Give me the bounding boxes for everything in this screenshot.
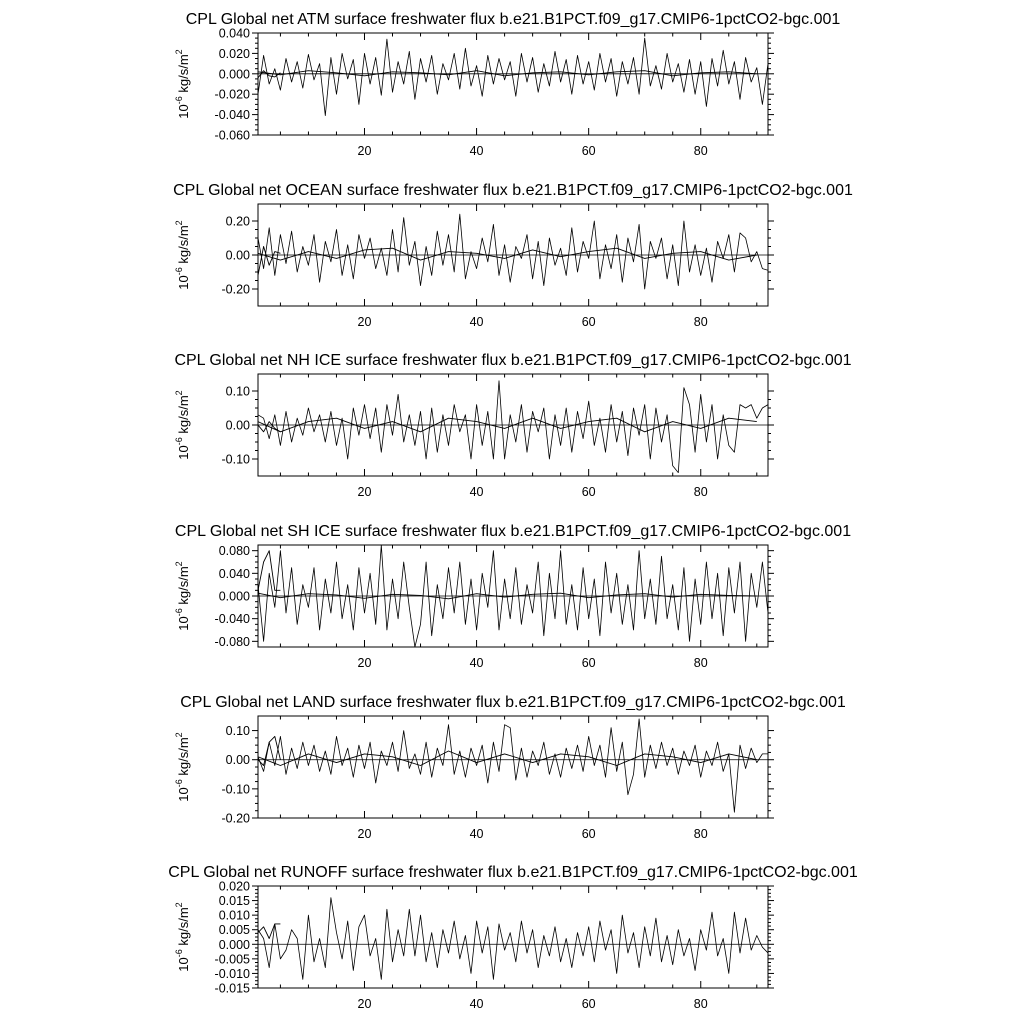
y-tick-label: 0.005 xyxy=(218,923,250,938)
y-axis-label-base: 10 xyxy=(176,787,191,802)
y-tick-label: 0.020 xyxy=(218,879,250,894)
y-tick-label: 0.015 xyxy=(218,894,250,909)
series-line-1 xyxy=(258,381,768,473)
x-tick-label: 80 xyxy=(693,315,708,329)
y-axis-label-exponent: -6 xyxy=(174,779,184,788)
chart-title: CPL Global net SH ICE surface freshwater flux b.e21.B1PCT.f09_g17.CMIP6-1pctCO2-bgc.001 xyxy=(174,523,852,540)
chart-title: CPL Global net ATM surface freshwater flux b.e21.B1PCT.f09_g17.CMIP6-1pctCO2-bgc.001 xyxy=(185,11,841,28)
chart-title: CPL Global net NH ICE surface freshwater flux b.e21.B1PCT.f09_g17.CMIP6-1pctCO2-bgc.001 xyxy=(174,352,852,369)
y-axis-label-unit: kg/s/m xyxy=(176,395,191,438)
x-tick-label: 60 xyxy=(581,315,596,329)
y-tick-label: -0.10 xyxy=(221,452,250,467)
y-axis-label-exponent: -6 xyxy=(174,437,184,446)
y-axis-label xyxy=(174,732,191,801)
y-tick-label: 0.10 xyxy=(225,384,250,399)
y-axis-label-unit: kg/s/m xyxy=(176,566,191,609)
y-tick-label: -0.040 xyxy=(214,108,250,123)
x-tick-label: 40 xyxy=(469,827,484,841)
x-tick-label: 60 xyxy=(581,827,596,841)
y-axis-label-unit-exponent: 2 xyxy=(174,561,184,567)
chart-panel-atm xyxy=(174,11,840,158)
chart-title: CPL Global net OCEAN surface freshwater flux b.e21.B1PCT.f09_g17.CMIP6-1pctCO2-bgc.001 xyxy=(173,182,853,199)
y-tick-label: -0.040 xyxy=(214,612,250,627)
y-tick-label: 0.000 xyxy=(218,67,250,82)
x-tick-label: 20 xyxy=(357,315,372,329)
chart-panel-shice xyxy=(174,523,851,670)
y-axis-label xyxy=(174,902,191,971)
x-tick-label: 20 xyxy=(357,144,372,158)
x-tick-label: 80 xyxy=(693,827,708,841)
x-tick-label: 40 xyxy=(469,144,484,158)
y-axis-label-base: 10 xyxy=(176,275,191,290)
y-axis-label xyxy=(174,49,191,118)
x-tick-label: 80 xyxy=(693,997,708,1011)
y-axis-label-base: 10 xyxy=(176,445,191,460)
x-tick-label: 60 xyxy=(581,656,596,670)
x-tick-label: 80 xyxy=(693,656,708,670)
x-tick-label: 40 xyxy=(469,997,484,1011)
x-tick-label: 20 xyxy=(357,485,372,499)
y-tick-label: 0.000 xyxy=(218,937,250,952)
y-tick-label: 0.040 xyxy=(218,26,250,41)
y-tick-label: 0.00 xyxy=(225,753,250,768)
y-axis-label-exponent: -6 xyxy=(174,608,184,617)
y-axis-label-base: 10 xyxy=(176,957,191,972)
y-tick-label: -0.10 xyxy=(221,782,250,797)
y-axis-label-unit-exponent: 2 xyxy=(174,902,184,908)
x-tick-label: 60 xyxy=(581,997,596,1011)
y-tick-label: -0.080 xyxy=(214,634,250,649)
chart-panel-runoff xyxy=(168,864,858,1011)
y-axis-label-exponent: -6 xyxy=(174,267,184,276)
y-tick-label: 0.010 xyxy=(218,908,250,923)
y-axis-label xyxy=(174,220,191,289)
y-tick-label: -0.010 xyxy=(214,966,250,981)
y-axis-label-unit: kg/s/m xyxy=(176,54,191,97)
y-axis-label-unit: kg/s/m xyxy=(176,737,191,780)
chart-title: CPL Global net LAND surface freshwater flux b.e21.B1PCT.f09_g17.CMIP6-1pctCO2-bgc.001 xyxy=(180,694,846,711)
y-axis-label-unit-exponent: 2 xyxy=(174,220,184,226)
series-line-1 xyxy=(258,38,768,116)
y-tick-label: 0.000 xyxy=(218,589,250,604)
y-tick-label: -0.20 xyxy=(221,282,250,297)
y-tick-label: -0.015 xyxy=(214,981,250,996)
y-tick-label: 0.20 xyxy=(225,214,250,229)
x-tick-label: 80 xyxy=(693,485,708,499)
chart-title: CPL Global net RUNOFF surface freshwater flux b.e21.B1PCT.f09_g17.CMIP6-1pctCO2-bgc.001 xyxy=(168,864,858,881)
x-tick-label: 80 xyxy=(693,144,708,158)
y-tick-label: 0.00 xyxy=(225,418,250,433)
y-axis-label-unit-exponent: 2 xyxy=(174,390,184,396)
y-axis-label xyxy=(174,390,191,459)
series-line-1 xyxy=(258,214,768,289)
y-axis-label xyxy=(174,561,191,630)
y-tick-label: 0.10 xyxy=(225,724,250,739)
y-tick-label: -0.005 xyxy=(214,952,250,967)
chart-panel-land xyxy=(174,694,846,841)
plot-frame xyxy=(258,33,768,135)
y-axis-label-unit: kg/s/m xyxy=(176,907,191,950)
y-axis-label-exponent: -6 xyxy=(174,949,184,958)
y-tick-label: 0.00 xyxy=(225,248,250,263)
y-tick-label: 0.020 xyxy=(218,46,250,61)
x-tick-label: 40 xyxy=(469,656,484,670)
series-line-1 xyxy=(258,719,768,812)
x-tick-label: 40 xyxy=(469,315,484,329)
y-axis-label-unit-exponent: 2 xyxy=(174,49,184,55)
y-tick-label: 0.040 xyxy=(218,566,250,581)
y-axis-label-unit: kg/s/m xyxy=(176,225,191,268)
x-tick-label: 60 xyxy=(581,144,596,158)
y-tick-label: -0.060 xyxy=(214,128,250,143)
plot-frame xyxy=(258,886,768,988)
y-axis-label-unit-exponent: 2 xyxy=(174,732,184,738)
plot-frame xyxy=(258,716,768,818)
series-line-1 xyxy=(258,898,768,980)
y-tick-label: -0.020 xyxy=(214,87,250,102)
y-axis-label-base: 10 xyxy=(176,104,191,119)
x-tick-label: 20 xyxy=(357,656,372,670)
x-tick-label: 40 xyxy=(469,485,484,499)
y-tick-label: 0.080 xyxy=(218,544,250,559)
x-tick-label: 20 xyxy=(357,997,372,1011)
chart-panel-ocean xyxy=(173,182,853,329)
chart-panel-nhice xyxy=(174,352,852,499)
y-tick-label: -0.20 xyxy=(221,811,250,826)
y-axis-label-base: 10 xyxy=(176,616,191,631)
x-tick-label: 60 xyxy=(581,485,596,499)
y-axis-label-exponent: -6 xyxy=(174,96,184,105)
x-tick-label: 20 xyxy=(357,827,372,841)
